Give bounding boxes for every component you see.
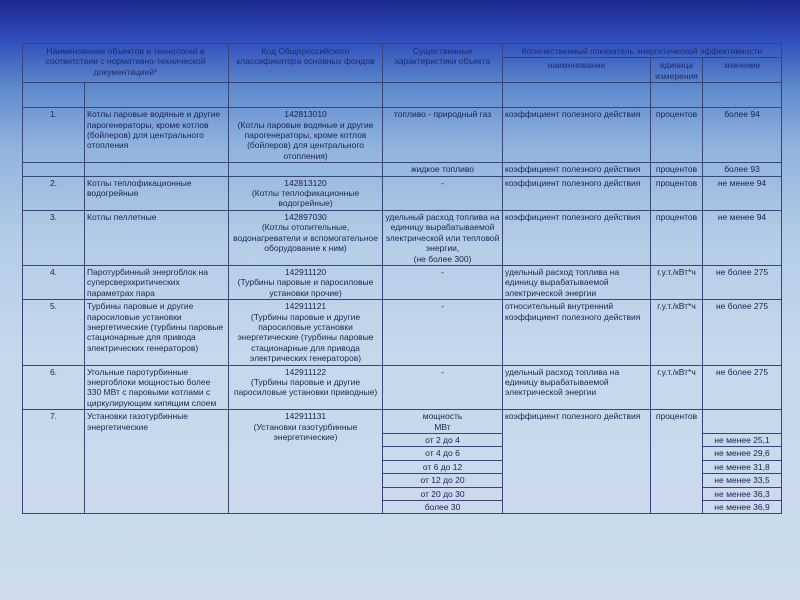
- row-number: 6.: [23, 365, 85, 410]
- document-table-container: [22, 43, 781, 514]
- indicator-value: более 93: [703, 163, 782, 176]
- row-number: 4.: [23, 265, 85, 299]
- indicator-name: коэффициент полезного действия: [503, 176, 651, 210]
- object-name: Турбины паровые и другие паросиловые установки энергетические (турбины паровые стационарные для привода электрических генераторов): [85, 300, 229, 365]
- indicator-value: не менее 36,3: [703, 487, 782, 500]
- object-name: Паротурбинный энергоблок на суперсверхкритических параметрах пара: [85, 265, 229, 299]
- okof-code: 142911131 (Установки газотурбинные энергетические): [229, 410, 383, 514]
- okof-code: 142897030 (Котлы отопительные, водонагреватели и вспомогательное оборудование к ним): [229, 210, 383, 265]
- indicator-unit: процентов: [651, 210, 703, 265]
- okof-code: 142813010 (Котлы паровые водяные и другие парогенераторы, кроме котлов (бойлеров) для центрального отопления): [229, 108, 383, 163]
- blank-row: [23, 83, 782, 108]
- indicator-value: не менее 94: [703, 176, 782, 210]
- table-row: [23, 265, 782, 299]
- characteristic: удельный расход топлива на единицу вырабатываемой электрической или тепловой энергии, (не более 300): [383, 210, 503, 265]
- indicator-value: не менее 33,5: [703, 474, 782, 487]
- energy-efficiency-table: [22, 43, 782, 514]
- table-row: [23, 410, 782, 434]
- power-range: от 6 до 12: [383, 460, 503, 473]
- characteristic: мощность МВт: [383, 410, 503, 434]
- indicator-name: удельный расход топлива на единицу вырабатываемой электрической энергии: [503, 365, 651, 410]
- characteristic: -: [383, 265, 503, 299]
- power-range: от 4 до 6: [383, 447, 503, 460]
- indicator-value: не менее 25,1: [703, 434, 782, 447]
- row-number: 5.: [23, 300, 85, 365]
- indicator-name: коэффициент полезного действия: [503, 410, 651, 514]
- header-okof-code: Код Общероссийского классификатора основных фондов: [229, 44, 383, 83]
- okof-code: 142911121 (Турбины паровые и другие паросиловые установки энергетические (турбины паровые стационарные для привода электрических генераторов): [229, 300, 383, 365]
- okof-code: 142911120 (Турбины паровые и паросиловые установки прочие): [229, 265, 383, 299]
- indicator-name: коэффициент полезного действия: [503, 210, 651, 265]
- object-name: Угольные паротурбинные энергоблоки мощностью более 330 МВт с паровыми котлами с циркулирующим кипящим слоем: [85, 365, 229, 410]
- header-indicator-value: значение: [703, 58, 782, 83]
- table-row: [23, 300, 782, 365]
- characteristic: топливо - природный газ: [383, 108, 503, 163]
- indicator-value: не менее 29,6: [703, 447, 782, 460]
- row-number: 2.: [23, 176, 85, 210]
- header-indicator: Количественный показатель энергетической эффективности: [503, 44, 782, 58]
- characteristic: -: [383, 300, 503, 365]
- indicator-name: относительный внутренний коэффициент полезного действия: [503, 300, 651, 365]
- power-range: от 20 до 30: [383, 487, 503, 500]
- indicator-unit: процентов: [651, 176, 703, 210]
- table-row: [23, 210, 782, 265]
- row-number: 1.: [23, 108, 85, 163]
- indicator-unit: процентов: [651, 410, 703, 514]
- power-range: более 30: [383, 501, 503, 514]
- okof-code: 142813120 (Котлы теплофикационные водогрейные): [229, 176, 383, 210]
- header-indicator-unit: единица измерения: [651, 58, 703, 83]
- characteristic: жидкое топливо: [383, 163, 503, 176]
- row-number: 7.: [23, 410, 85, 514]
- indicator-value: не менее 36,9: [703, 501, 782, 514]
- header-characteristics: Существенные характеристики объекта: [383, 44, 503, 83]
- indicator-value: не менее 94: [703, 210, 782, 265]
- table-row: [23, 176, 782, 210]
- indicator-unit: процентов: [651, 163, 703, 176]
- indicator-unit: процентов: [651, 108, 703, 163]
- indicator-name: удельный расход топлива на единицу вырабатываемой электрической энергии: [503, 265, 651, 299]
- power-range: от 12 до 20: [383, 474, 503, 487]
- indicator-value: не более 275: [703, 365, 782, 410]
- indicator-value: не менее 31,8: [703, 460, 782, 473]
- indicator-unit: г.у.т./кВт*ч: [651, 265, 703, 299]
- indicator-unit: г.у.т./кВт*ч: [651, 300, 703, 365]
- object-name: Котлы теплофикационные водогрейные: [85, 176, 229, 210]
- object-name: Установки газотурбинные энергетические: [85, 410, 229, 514]
- power-range: от 2 до 4: [383, 434, 503, 447]
- characteristic: -: [383, 365, 503, 410]
- row-number: 3.: [23, 210, 85, 265]
- table-row: [23, 108, 782, 163]
- indicator-value: не более 275: [703, 265, 782, 299]
- indicator-name: коэффициент полезного действия: [503, 108, 651, 163]
- characteristic: -: [383, 176, 503, 210]
- object-name: Котлы паровые водяные и другие парогенераторы, кроме котлов (бойлеров) для центрального отопления: [85, 108, 229, 163]
- okof-code: 142911122 (Турбины паровые и другие паросиловые установки приводные): [229, 365, 383, 410]
- header-indicator-name: наименование: [503, 58, 651, 83]
- indicator-value: не более 275: [703, 300, 782, 365]
- object-name: Котлы пеллетные: [85, 210, 229, 265]
- table-row: [23, 163, 782, 176]
- indicator-value: более 94: [703, 108, 782, 163]
- table-header-row: [23, 44, 782, 58]
- table-row: [23, 365, 782, 410]
- indicator-unit: г.у.т./кВт*ч: [651, 365, 703, 410]
- indicator-name: коэффициент полезного действия: [503, 163, 651, 176]
- header-object-name: Наименование объектов и технологий в соответствии с нормативно-технической документацией*: [23, 44, 229, 83]
